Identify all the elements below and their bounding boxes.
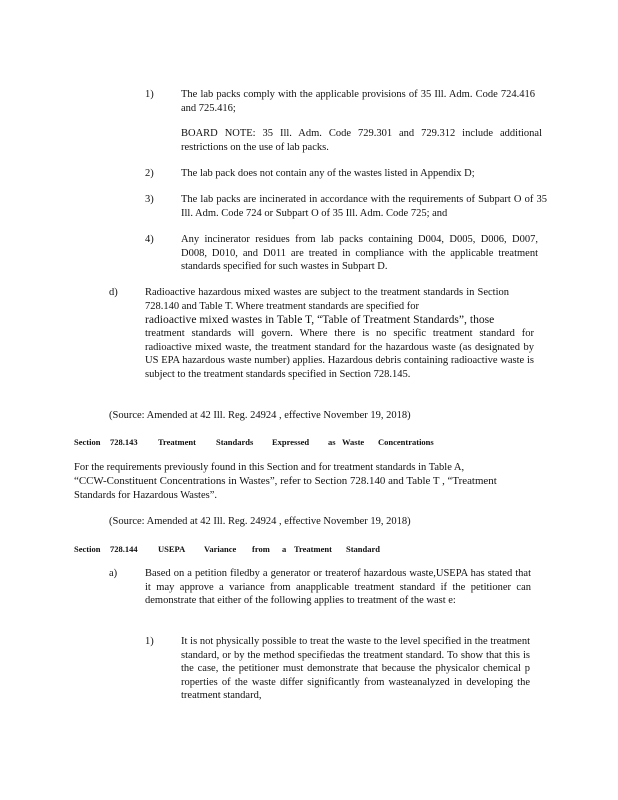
paragraph-a1-text: It is not physically possible to treat the waste to the level specified in the treatment standard, or by the method specifiedas the treatment standard. To show that this is the case, the petitioner must demonstrate that because the physicalor chemical p roperties of the waste differ significantly from wasteanalyzed in developing the treatment standard, (181, 636, 530, 702)
section-title-word: Standards (216, 437, 254, 447)
section-heading-728-144 (74, 543, 534, 557)
section-title-word: Treatment (294, 544, 332, 554)
section-title-word: from (252, 544, 270, 554)
paragraph-label: d) (109, 287, 118, 298)
section-title-word: as (328, 437, 336, 447)
section-heading-728-143 (74, 436, 534, 450)
section-title-word: Standard (346, 544, 381, 554)
section-title-word: Variance (204, 544, 237, 554)
section-title-word: Concentrations (378, 437, 434, 447)
paragraph-label: a) (109, 568, 118, 579)
board-note: BOARD NOTE: 35 Ill. Adm. Code 729.301 and 729.312 include additional restrictions on the use of lab packs. (181, 128, 542, 153)
section-title-word: Expressed (272, 437, 310, 447)
section-number: 728.143 (110, 437, 138, 447)
list-item-number: 1) (145, 89, 154, 100)
list-item-number: 4) (145, 234, 154, 245)
section-title-word: Treatment (158, 437, 196, 447)
source-note: (Source: Amended at 42 Ill. Reg. 24924 , effective November 19, 2018) (109, 410, 411, 421)
section-label: Section (74, 437, 101, 447)
section-number: 728.144 (110, 544, 138, 554)
list-item-text: The lab packs comply with the applicable provisions of 35 Ill. Adm. Code 724.416 and 725.416; (181, 89, 535, 114)
section-143-line2: “CCW-Constituent Concentrations in Wastes”, refer to Section 728.140 and Table T , “Treatment (74, 475, 497, 487)
section-title-word: a (282, 544, 287, 554)
list-item-text: The lab packs are incinerated in accordance with the requirements of Subpart O of 35 Ill. Adm. Code 724 or Subpart O of 35 Ill. Adm. Code 725; and (181, 194, 547, 219)
paragraph-d-line3: treatment standards will govern. Where there is no specific treatment standard for radioactive mixed waste, the treatment standard for the hazardous waste (as designated by US EPA hazardous waste number) applies. Hazardous debris containing radioactive waste is subject to the treatment standards specified in Section 728.145. (145, 328, 534, 380)
list-item-text: Any incinerator residues from lab packs containing D004, D005, D006, D007, D008, D010, and D011 are treated in compliance with the applicable treatment standards specified for such wastes in Subpart D. (181, 234, 538, 273)
paragraph-d-line1: Radioactive hazardous mixed wastes are subject to the treatment standards in Section 728.140 and Table T. Where treatment standards are specified for (145, 287, 509, 312)
section-143-line1: For the requirements previously found in this Section and for treatment standards in Table A, (74, 462, 465, 473)
section-title-word: USEPA (158, 544, 186, 554)
list-item-number: 2) (145, 168, 154, 179)
section-143-line3: Standards for Hazardous Wastes”. (74, 490, 218, 501)
section-title-word: Waste (342, 437, 365, 447)
section-label: Section (74, 544, 101, 554)
list-item-number: 1) (145, 636, 154, 647)
source-note: (Source: Amended at 42 Ill. Reg. 24924 , effective November 19, 2018) (109, 516, 411, 527)
list-item-number: 3) (145, 194, 154, 205)
paragraph-d-line2: radioactive mixed wastes in Table T, “Table of Treatment Standards”, those (145, 313, 495, 326)
paragraph-a-text: Based on a petition filedby a generator or treaterof hazardous waste,USEPA has stated that it may approve a variance from anapplicable treatment standard if the petitioner can demonstrate that either of the following applies to treatment of the wast e: (145, 568, 531, 607)
list-item-text: The lab pack does not contain any of the wastes listed in Appendix D; (181, 168, 475, 179)
